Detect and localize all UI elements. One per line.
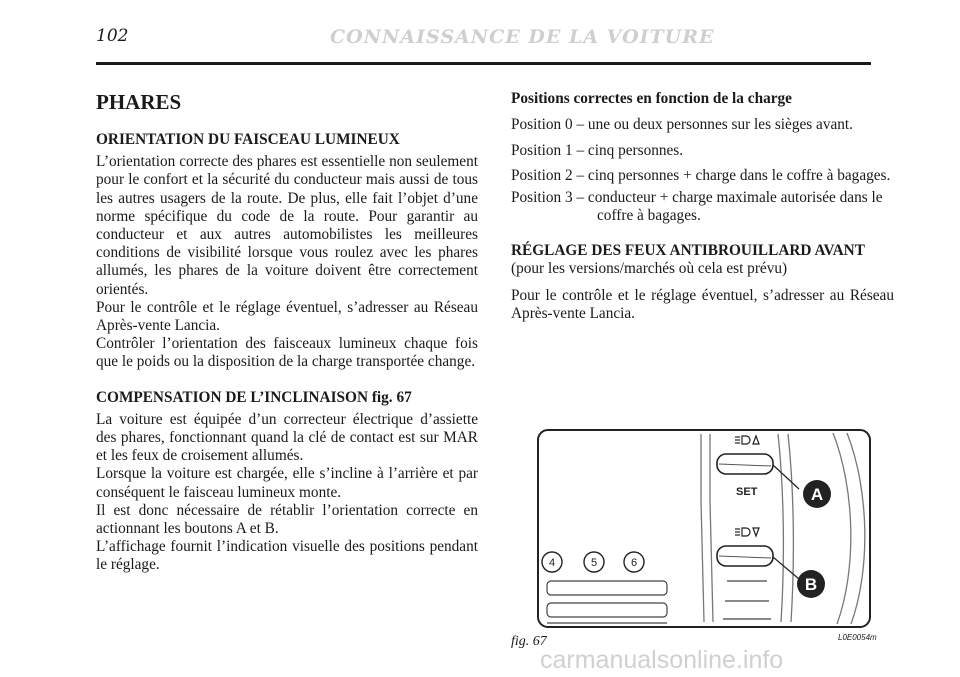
beam-orientation-text-2: Pour le contrôle et le réglage éventuel, s’adresser au Réseau Après-vente Lancia. xyxy=(96,298,478,335)
figure-code: L0E0054m xyxy=(838,633,877,642)
fog-lights-heading: RÉGLAGE DES FEUX ANTIBROUILLARD AVANT xyxy=(511,242,865,260)
watermark: carmanualsonline.info xyxy=(540,646,784,674)
tilt-compensation-text-3: Il est donc nécessaire de rétablir l’orientation correcte en actionnant les boutons A et B. xyxy=(96,501,478,538)
fog-lights-note: (pour les versions/marchés où cela est prévu) xyxy=(511,260,788,278)
left-column xyxy=(96,90,478,575)
section-title: PHARES xyxy=(96,90,182,114)
position-3: Position 3 – conducteur + charge maximale autorisée dans le coffre à bagages. xyxy=(511,188,883,225)
position-2: Position 2 – cinq personnes + charge dans le coffre à bagages. xyxy=(511,166,891,184)
knob-4-label: 4 xyxy=(548,557,556,569)
positions-heading: Positions correctes en fonction de la charge xyxy=(511,90,792,107)
figure-caption: fig. 67 xyxy=(511,634,547,649)
position-1: Position 1 – cinq personnes. xyxy=(511,142,684,160)
beam-orientation-text: L’orientation correcte des phares est essentielle non seulement pour le confort et la sécurité du conducteur mais aussi de tous les autres usagers de la route. De plus, elle fait l’objet d’une norme spécifique du code de la route. Pour garantir au conducteur et aux autres automobilistes les meilleures conditions de visibilité lorsque vous roulez avec les phares allumés, les phares de la voiture doivent être correctement orientés. xyxy=(96,153,478,298)
set-label: SET xyxy=(736,486,758,498)
callout-b-label: B xyxy=(804,575,818,594)
beam-orientation-heading: ORIENTATION DU FAISCEAU LUMINEUX xyxy=(96,131,400,148)
right-column xyxy=(511,90,894,323)
tilt-compensation-heading: COMPENSATION DE L’INCLINAISON fig. 67 xyxy=(96,388,412,406)
knob-6-label: 6 xyxy=(630,557,638,569)
tilt-compensation-text-4: L’affichage fournit l’indication visuelle des positions pendant le réglage. xyxy=(96,538,478,574)
tilt-compensation-text: La voiture est équipée d’un correcteur électrique d’assiette des phares, fonctionnant quand la clé de contact est sur MAR et les feux de croisement allumés. xyxy=(96,410,478,465)
fog-lights-text: Pour le contrôle et le réglage éventuel, s’adresser au Réseau Après-vente Lancia. xyxy=(511,286,894,322)
knob-5-label: 5 xyxy=(590,557,598,569)
header-rule xyxy=(96,62,871,65)
callout-a-label: A xyxy=(810,485,824,504)
headlight-adjuster-figure xyxy=(537,429,871,628)
beam-orientation-text-3: Contrôler l’orientation des faisceaux lumineux chaque fois que le poids ou la disposition de la charge transportée change. xyxy=(96,335,478,371)
running-title: CONNAISSANCE DE LA VOITURE xyxy=(330,26,715,48)
position-0: Position 0 – une ou deux personnes sur les sièges avant. xyxy=(511,116,854,134)
tilt-compensation-text-2: Lorsque la voiture est chargée, elle s’incline à l’arrière et par conséquent le faisceau lumineux monte. xyxy=(96,465,478,501)
page-number: 102 xyxy=(96,26,129,46)
